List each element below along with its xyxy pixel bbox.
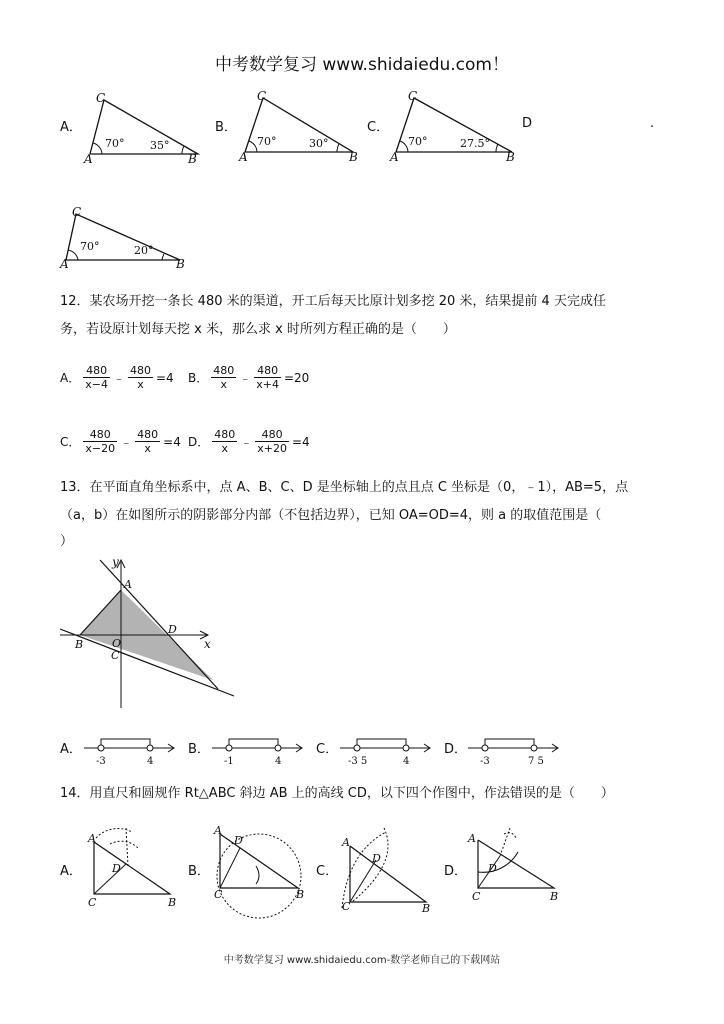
vertex-b: B bbox=[349, 150, 358, 162]
q12-option-d bbox=[188, 428, 310, 455]
operator: ﹣ bbox=[112, 371, 125, 385]
denominator: x bbox=[221, 442, 228, 455]
denominator: x bbox=[220, 378, 227, 391]
q14-option-d-label: D． bbox=[444, 864, 468, 879]
q13-stem-line1: 13．在平面直角坐标系中，点 A、B、C、D 是坐标轴上的点且点 C 坐标是（0，﹣1），AB=5，点 bbox=[60, 480, 629, 495]
q12-option-a bbox=[60, 364, 174, 391]
right-hand-side: =4 bbox=[292, 434, 310, 449]
angle-b-value: 35° bbox=[150, 139, 170, 152]
q11-option-b-label: B． bbox=[215, 120, 237, 135]
q13-option-b-label: B． bbox=[188, 742, 210, 757]
fraction-2 bbox=[255, 428, 289, 455]
q12-option-b bbox=[188, 364, 309, 391]
q14-construction-a bbox=[82, 822, 182, 908]
vertex-a: A bbox=[214, 824, 222, 837]
q11-triangle-b bbox=[237, 90, 362, 162]
point-c-label: C bbox=[111, 649, 120, 662]
vertex-a: A bbox=[88, 832, 96, 845]
vertex-b: B bbox=[176, 257, 185, 270]
left-endpoint: -1 bbox=[224, 756, 234, 767]
page-header: 中考数学复习 www.shidaiedu.com！ bbox=[215, 55, 509, 75]
denominator: x+4 bbox=[256, 378, 279, 391]
vertex-a: A bbox=[468, 832, 476, 845]
operator: ﹣ bbox=[240, 435, 253, 449]
vertex-b: B bbox=[506, 150, 515, 162]
angle-a-value: 70° bbox=[105, 137, 125, 150]
point-b-label: B bbox=[75, 638, 84, 651]
q13-number-line-a bbox=[82, 734, 180, 768]
vertex-c: C bbox=[72, 205, 82, 219]
left-endpoint: -3 5 bbox=[348, 756, 368, 767]
vertex-b: B bbox=[550, 890, 559, 903]
q12-option-c bbox=[60, 428, 181, 455]
option-label: A． bbox=[60, 371, 81, 385]
q13-stem-line2: （a，b）在如图所示的阴影部分内部（不包括边界），已知 OA=OD=4，则 a 的取值范围是（ bbox=[60, 508, 602, 523]
right-endpoint: 4 bbox=[147, 756, 154, 767]
q12-stem-line2: 务，若设原计划每天挖 x 米，那么求 x 时所列方程正确的是（ ） bbox=[60, 322, 456, 337]
angle-b-value: 30° bbox=[309, 137, 329, 150]
q13-stem-line3: ） bbox=[60, 534, 74, 549]
q11-trailing-dot: . bbox=[650, 116, 655, 131]
right-hand-side: =4 bbox=[163, 434, 181, 449]
y-axis-label: y bbox=[112, 556, 119, 569]
numerator: 480 bbox=[214, 428, 236, 441]
vertex-d: D bbox=[112, 862, 121, 875]
q11-triangle-d bbox=[58, 204, 188, 270]
right-endpoint: 4 bbox=[275, 756, 282, 767]
numerator: 480 bbox=[83, 364, 110, 378]
vertex-d: D bbox=[372, 852, 381, 865]
vertex-c: C bbox=[472, 890, 481, 903]
vertex-d: D bbox=[488, 862, 497, 875]
vertex-b: B bbox=[422, 902, 431, 914]
numerator: 480 bbox=[255, 428, 289, 442]
vertex-c: C bbox=[88, 896, 97, 908]
vertex-a: A bbox=[342, 836, 350, 849]
numerator: 480 bbox=[129, 364, 151, 377]
denominator: x−4 bbox=[85, 378, 108, 391]
fraction-2 bbox=[135, 428, 160, 455]
q13-coordinate-graph bbox=[58, 556, 238, 712]
q14-option-b-label: B． bbox=[188, 864, 210, 879]
vertex-a: A bbox=[390, 150, 399, 162]
q11-triangle-a bbox=[82, 92, 207, 164]
numerator: 480 bbox=[254, 364, 281, 378]
right-endpoint: 7 5 bbox=[528, 756, 544, 767]
right-endpoint: 4 bbox=[403, 756, 410, 767]
q11-triangle-c bbox=[388, 90, 523, 162]
fraction-1 bbox=[211, 364, 236, 391]
q14-construction-b bbox=[210, 822, 310, 922]
vertex-c: C bbox=[96, 92, 106, 105]
origin-label: O bbox=[112, 637, 122, 650]
page-footer: 中考数学复习 www.shidaiedu.com-数学老师自己的下载网站 bbox=[223, 955, 501, 966]
vertex-c: C bbox=[342, 900, 351, 913]
vertex-a: A bbox=[84, 152, 93, 164]
vertex-c: C bbox=[214, 888, 223, 901]
q13-option-a-label: A． bbox=[60, 742, 82, 757]
denominator: x+20 bbox=[257, 442, 287, 455]
left-endpoint: -3 bbox=[96, 756, 106, 767]
vertex-a: A bbox=[239, 150, 248, 162]
angle-a-value: 70° bbox=[80, 240, 100, 253]
q14-construction-d bbox=[466, 822, 566, 908]
q14-construction-c bbox=[338, 822, 438, 914]
operator: ﹣ bbox=[239, 371, 252, 385]
fraction-1 bbox=[83, 364, 110, 391]
q11-option-d-label: D bbox=[522, 116, 533, 131]
q13-number-line-b bbox=[210, 734, 308, 768]
q14-stem: 14．用直尺和圆规作 Rt△ABC 斜边 AB 上的高线 CD，以下四个作图中，作法错误的是（ ） bbox=[60, 786, 614, 801]
denominator: x−20 bbox=[85, 442, 116, 455]
point-d-label: D bbox=[168, 623, 177, 636]
vertex-d: D bbox=[234, 834, 243, 847]
fraction-2 bbox=[254, 364, 281, 391]
q14-option-a-label: A． bbox=[60, 864, 82, 879]
fraction-1 bbox=[212, 428, 237, 455]
fraction-1 bbox=[83, 428, 117, 455]
q11-option-a-label: A． bbox=[60, 120, 82, 135]
q13-number-line-d bbox=[466, 734, 564, 768]
point-a-label: A bbox=[124, 578, 132, 591]
numerator: 480 bbox=[137, 428, 159, 441]
fraction-2 bbox=[128, 364, 153, 391]
numerator: 480 bbox=[213, 364, 235, 377]
q13-number-line-c bbox=[338, 734, 436, 768]
x-axis-label: x bbox=[204, 637, 211, 651]
q13-option-c-label: C． bbox=[316, 742, 339, 757]
operator: ﹣ bbox=[120, 435, 133, 449]
vertex-c: C bbox=[257, 90, 267, 103]
right-hand-side: =20 bbox=[283, 370, 310, 385]
vertex-b: B bbox=[168, 896, 177, 908]
left-endpoint: -3 bbox=[480, 756, 490, 767]
angle-b-value: 20° bbox=[134, 244, 154, 257]
option-label: C． bbox=[60, 435, 81, 449]
angle-b-value: 27.5° bbox=[460, 137, 490, 150]
option-label: D． bbox=[188, 435, 210, 449]
vertex-b: B bbox=[296, 888, 305, 901]
denominator: x bbox=[144, 442, 151, 455]
q13-option-d-label: D． bbox=[444, 742, 468, 757]
numerator: 480 bbox=[83, 428, 117, 442]
right-hand-side: =4 bbox=[155, 370, 174, 385]
angle-a-value: 70° bbox=[257, 135, 277, 148]
vertex-b: B bbox=[188, 152, 197, 164]
vertex-c: C bbox=[408, 90, 418, 103]
vertex-a: A bbox=[60, 257, 69, 270]
q14-option-c-label: C． bbox=[316, 864, 339, 879]
denominator: x bbox=[137, 378, 144, 391]
option-label: B． bbox=[188, 371, 209, 385]
angle-a-value: 70° bbox=[408, 135, 428, 148]
q11-option-c-label: C． bbox=[367, 120, 390, 135]
q12-stem-line1: 12．某农场开挖一条长 480 米的渠道，开工后每天比原计划多挖 20 米，结果提前 4 天完成任 bbox=[60, 294, 606, 309]
